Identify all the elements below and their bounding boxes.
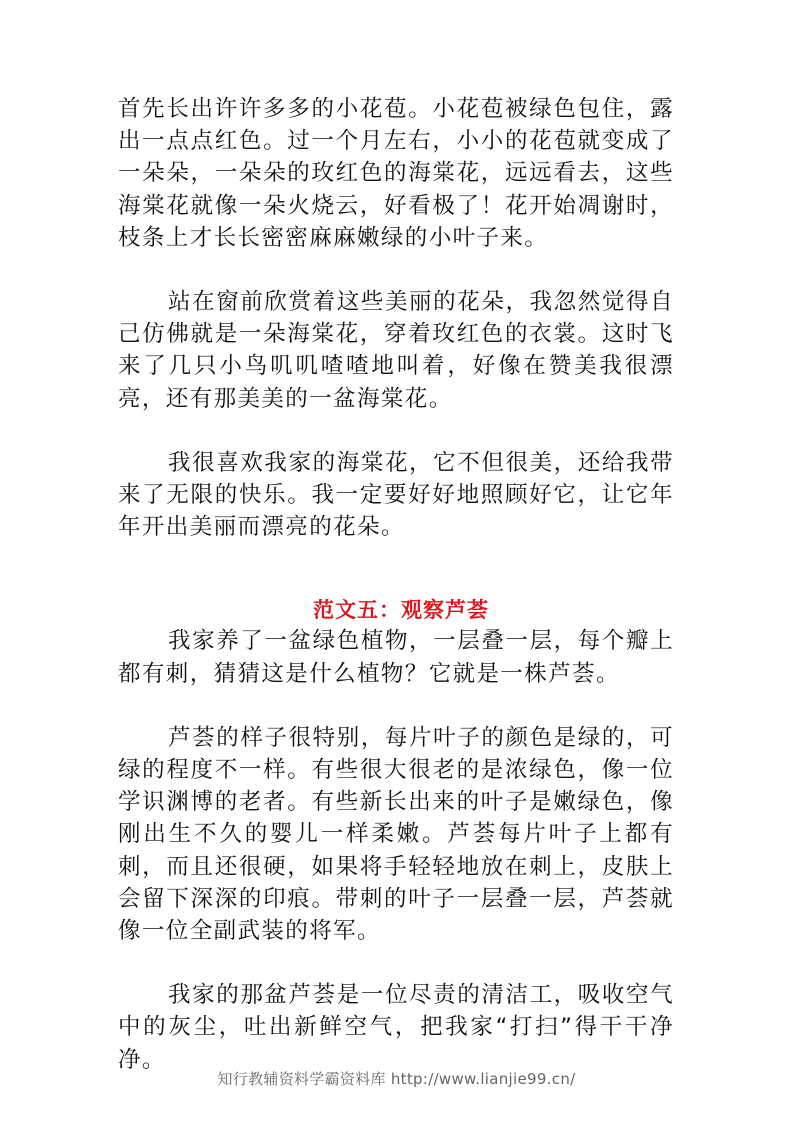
paragraph-aloe-appearance: 芦荟的样子很特别，每片叶子的颜色是绿的，可绿的程度不一样。有些很大很老的是浓绿色，像一位学识渊博的老者。有些新长出来的叶子是嫩绿色，像刚出生不久的婴儿一样柔嫩。芦荟每片叶子上都有刺，而且还很硬，如果将手轻轻地放在刺上，皮肤上会留下深深的印痕。带刺的叶子一层叠一层，芦荟就像一位全副武装的将军。 (118, 724, 674, 945)
paragraph-gap (118, 415, 674, 447)
section-heading: 范文五：观察芦荟 (313, 598, 489, 623)
document-body (118, 93, 674, 1076)
section-gap (118, 543, 674, 595)
paragraph-gap (118, 690, 674, 722)
paragraph-aloe-cleaner: 我家的那盆芦荟是一位尽责的清洁工，吸收空气中的灰尘，吐出新鲜空气，把我家“打扫”得干干净净。 (118, 982, 674, 1073)
paragraph-haitang-conclusion: 我很喜欢我家的海棠花，它不但很美，还给我带来了无限的快乐。我一定要好好地照顾好它，让它年年开出美丽而漂亮的花朵。 (118, 449, 674, 541)
paragraph-aloe-intro: 我家养了一盆绿色植物，一层叠一层，每个瓣上都有刺，猜猜这是什么植物？它就是一株芦荟。 (118, 628, 674, 687)
paragraph-haitang-growth: 首先长出许许多多的小花苞。小花苞被绿色包住，露出一点点红色。过一个月左右，小小的花苞就变成了一朵朵，一朵朵的玫红色的海棠花，远远看去，这些海棠花就像一朵火烧云，好看极了！花开始凋谢时，枝条上才长长密密麻麻嫩绿的小叶子来。 (118, 96, 674, 251)
paragraph-gap (118, 947, 674, 979)
paragraph-gap (118, 254, 674, 286)
paragraph-haitang-admire: 站在窗前欣赏着这些美丽的花朵，我忽然觉得自己仿佛就是一朵海棠花，穿着玫红色的衣裳。这时飞来了几只小鸟叽叽喳喳地叫着，好像在赞美我很漂亮，还有那美美的一盆海棠花。 (118, 289, 674, 412)
page-footer: 知行教辅资料学霸资料库 http://www.lianjie99.cn/ (217, 1070, 576, 1088)
